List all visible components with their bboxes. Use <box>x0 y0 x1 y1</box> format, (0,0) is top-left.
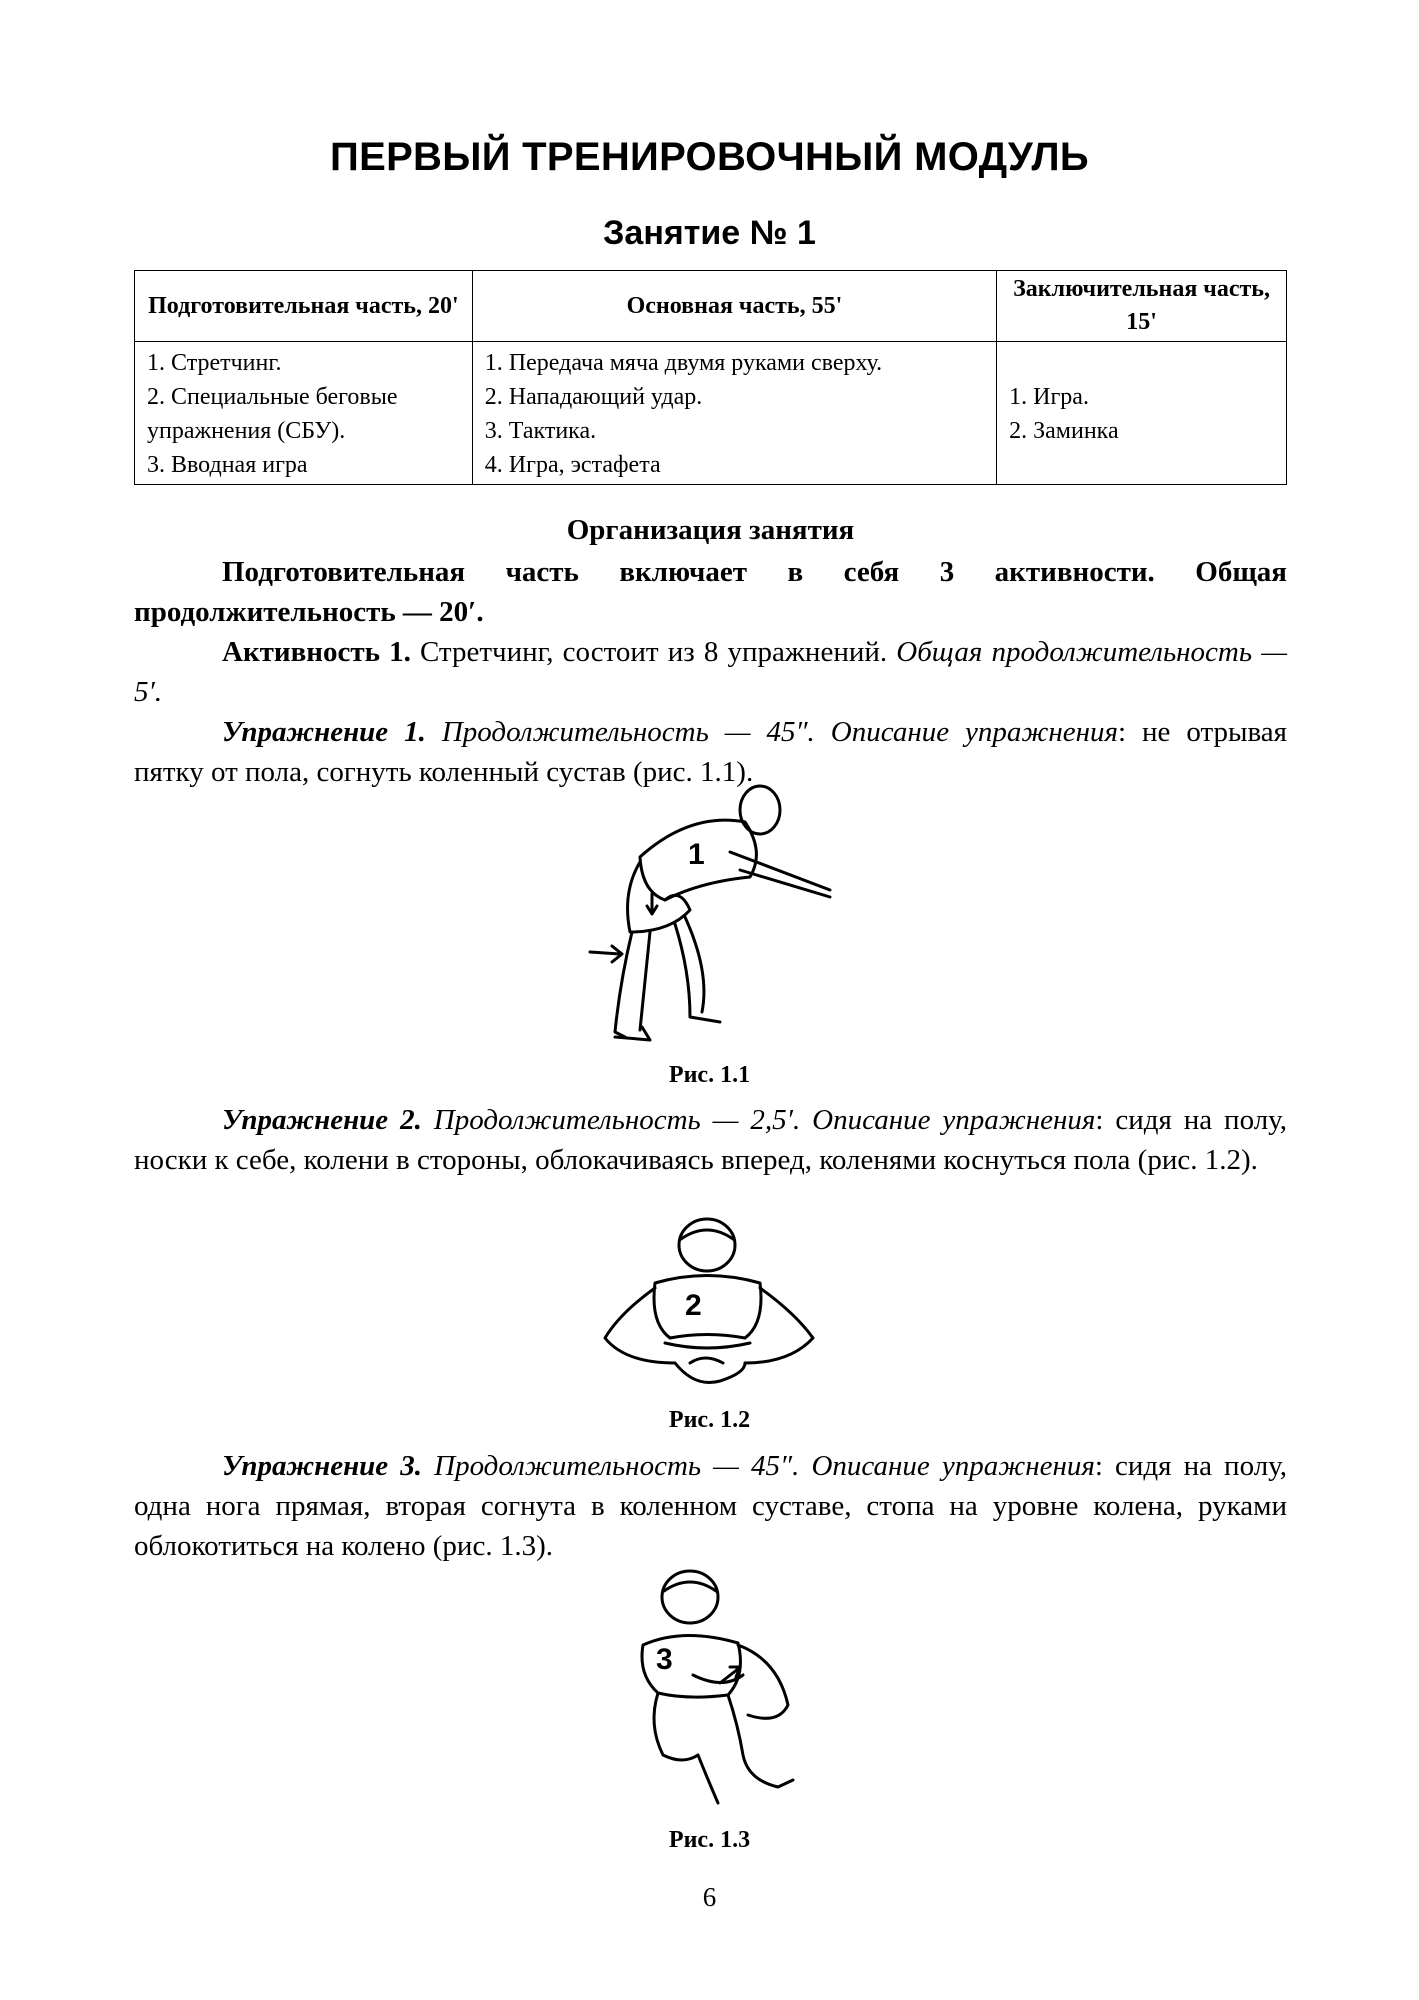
exercise-1-duration: Продолжительность — 45″. Описание упражнения <box>425 716 1118 748</box>
figure-1-caption: Рис. 1.1 <box>668 1062 751 1088</box>
exercise-1-label: Упражнение 1. <box>222 716 426 748</box>
table-header-main: Основная часть, 55' <box>472 271 996 342</box>
table-header-final: Заключительная часть, 15' <box>997 271 1287 342</box>
org-heading: Организация занятия <box>566 514 855 546</box>
list-item: упражнения (СБУ). <box>147 418 346 444</box>
table-cell-final <box>997 342 1287 485</box>
figure-1-number: 1 <box>688 838 705 871</box>
figure-2-number: 2 <box>685 1289 702 1322</box>
activity-1-label: Активность 1. <box>222 636 411 668</box>
exercise-3 <box>134 1446 1287 1566</box>
figure-2-caption: Рис. 1.2 <box>668 1407 751 1433</box>
list-item: 2. Специальные беговые <box>147 384 398 410</box>
list-item: 1. Стретчинг. <box>147 350 282 376</box>
exercise-2-duration: Продолжительность — 2,5′. Описание упражнения <box>421 1104 1096 1136</box>
module-title: ПЕРВЫЙ ТРЕНИРОВОЧНЫЙ МОДУЛЬ <box>330 135 1089 179</box>
table-header-row <box>135 271 1287 342</box>
exercise-1-desc: : не отрывая пятку от пола, согнуть коленный сустав (рис. 1.1). <box>134 716 1287 788</box>
exercise-2 <box>134 1100 1287 1180</box>
activity-1-text: Стретчинг, состоит из 8 упражнений. <box>410 636 897 668</box>
figure-3-number: 3 <box>656 1643 673 1676</box>
list-item: 1. Игра. <box>1009 384 1089 410</box>
exercise-2-desc: : сидя на полу, носки к себе, колени в стороны, облокачиваясь вперед, коленями коснуться пола (рис. 1.2). <box>134 1104 1288 1176</box>
stretch-figure-3-icon <box>628 1565 803 1815</box>
table-cell-prep <box>135 342 473 485</box>
table-row <box>135 342 1287 485</box>
stretch-figure-2-icon <box>595 1213 825 1393</box>
list-item: 3. Вводная игра <box>147 452 308 478</box>
stretch-figure-1-icon <box>580 782 840 1052</box>
activity-1-duration: Общая продолжительность — 5′. <box>134 636 1287 708</box>
exercise-3-label: Упражнение 3. <box>222 1450 423 1482</box>
list-item: 1. Передача мяча двумя руками сверху. <box>484 350 883 376</box>
activity-1 <box>134 632 1287 712</box>
exercise-1 <box>134 712 1287 792</box>
lesson-plan-table <box>134 270 1287 485</box>
figure-3-caption: Рис. 1.3 <box>668 1827 751 1853</box>
prep-intro: Подготовительная часть включает в себя 3 активности. Общая продолжительность — 20′. <box>134 556 1287 628</box>
exercise-3-duration: Продолжительность — 45″. Описание упражнения <box>422 1450 1095 1482</box>
list-item: 2. Нападающий удар. <box>484 384 703 410</box>
exercise-2-label: Упражнение 2. <box>222 1104 422 1136</box>
list-item: 2. Заминка <box>1009 418 1119 444</box>
page-number: 6 <box>702 1882 717 1912</box>
table-header-prep: Подготовительная часть, 20' <box>135 271 473 342</box>
list-item: 4. Игра, эстафета <box>484 452 661 478</box>
lesson-title: Занятие № 1 <box>603 214 816 252</box>
exercise-3-desc: : сидя на полу, одна нога прямая, вторая согнута в коленном суставе, стопа на уровне колена, руками облокотиться на колено (рис. 1.3). <box>134 1450 1288 1562</box>
table-cell-main <box>472 342 996 485</box>
list-item: 3. Тактика. <box>484 418 597 444</box>
